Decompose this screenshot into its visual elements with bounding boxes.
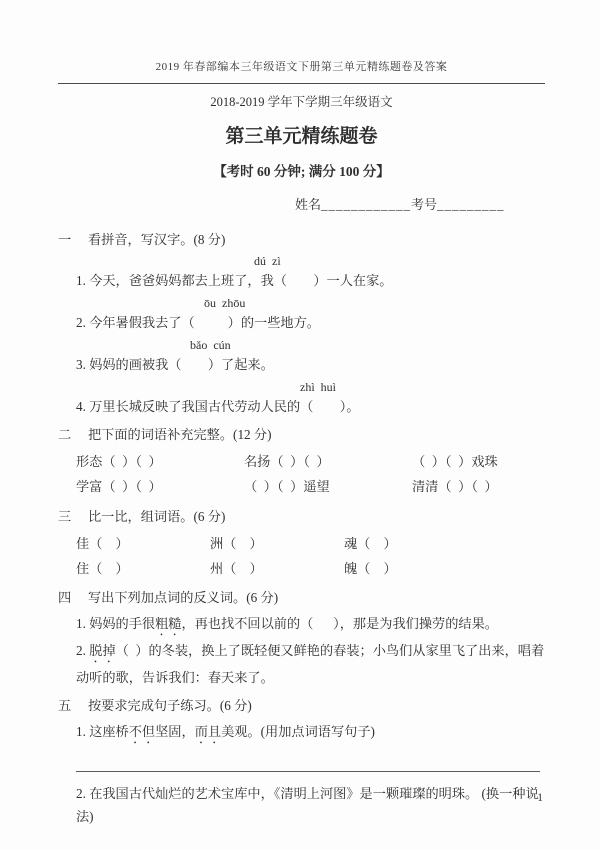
word-blank: 魂（ ）	[344, 535, 397, 551]
emphasized-word: 粗糙	[155, 615, 182, 631]
section-2	[58, 424, 545, 499]
word-blank: 住（ ）	[76, 560, 129, 576]
pinyin-hint: zhì huì	[300, 380, 336, 395]
name-id-row	[295, 194, 545, 213]
question-line: 1. 今天，爸爸妈妈都去上班了，我（ ）一人在家。	[76, 273, 393, 288]
name-blank: ____________	[321, 197, 412, 212]
section-3-title: 比一比，组词语。(6 分)	[88, 508, 226, 524]
name-label: 姓名	[295, 197, 322, 212]
word-blank: 洲（ ）	[210, 535, 263, 551]
question-line: 3. 妈妈的画被我（ ）了起来。	[76, 357, 274, 373]
section-1-heading	[58, 229, 545, 248]
section-2-title: 把下面的词语补充完整。(12 分)	[88, 427, 272, 443]
section-3-heading	[58, 506, 545, 525]
exam-duration-score: 【考时 60 分钟; 满分 100 分】	[213, 164, 390, 179]
exam-id-blank: _________	[437, 197, 505, 212]
question-line: 2. 在我国古代灿烂的艺术宝库中，《清明上河图》是一颗璀璨的明珠。 (换一种说法)	[76, 785, 539, 824]
section-1	[58, 229, 545, 418]
fill-in-row	[76, 474, 545, 499]
idiom-blank: 形态（ ）（ ）	[76, 454, 162, 470]
section-3	[58, 506, 545, 581]
section-5-heading	[58, 695, 545, 714]
question-text: 1. 这座桥	[76, 723, 129, 739]
section-1-title: 看拼音，写汉字。(8 分)	[88, 232, 226, 247]
word-compare-row	[76, 531, 545, 556]
emphasized-word: 脱掉	[89, 642, 116, 658]
word-blank: 佳（ ）	[76, 535, 129, 551]
header-divider	[58, 83, 545, 84]
question-text: 1. 妈妈的手很	[76, 615, 156, 631]
exam-id-label: 考号	[411, 197, 438, 212]
idiom-blank: 名扬（ ）（ ）	[244, 454, 330, 470]
pinyin-hint: bǎo cún	[190, 338, 231, 353]
section-3-number: 三	[58, 508, 72, 524]
paper-title: 第三单元精练题卷	[225, 126, 378, 147]
question-text: （ ）的冬装，换上了既轻便又鲜艳的春装；小鸟们从家里飞了出来，唱着动听的歌，告诉我们：春天来了。	[76, 642, 545, 685]
answer-blank-line	[76, 830, 540, 850]
section-5-title: 按要求完成句子练习。(6 分)	[88, 697, 252, 713]
section-4-number: 四	[58, 589, 72, 605]
idiom-blank: （ ）（ ）遥望	[244, 479, 330, 495]
emphasized-word: 而且	[194, 723, 222, 739]
page-content	[58, 58, 545, 850]
section-2-heading	[58, 424, 545, 443]
section-5-number: 五	[58, 697, 72, 713]
fill-in-row	[76, 449, 545, 474]
idiom-blank: 学富（ ）（ ）	[76, 479, 162, 495]
pinyin-hint: ōu zhōu	[204, 296, 246, 311]
word-blank: 州（ ）	[210, 560, 263, 576]
question-line: 2. 今年暑假我去了（ ）的一些地方。	[76, 315, 320, 331]
section-4	[58, 587, 545, 689]
question-line	[76, 720, 545, 747]
question-text: 坚固，	[155, 723, 195, 739]
question-line	[76, 612, 545, 639]
question-text: 2.	[76, 642, 90, 658]
section-1-number: 一	[58, 232, 72, 247]
word-compare-row	[76, 556, 545, 581]
question-text: 美观。(用加点词语写句子)	[221, 723, 375, 739]
word-blank: 魄（ ）	[344, 560, 397, 576]
page-number: 1	[537, 792, 543, 804]
idiom-blank: 清清（ ）（ ）	[412, 479, 498, 495]
document-header: 2019 年春部编本三年级语文下册第三单元精练题卷及答案	[155, 61, 448, 73]
course-line: 2018-2019 学年下学期三年级语文	[210, 95, 393, 109]
section-5	[58, 695, 545, 850]
idiom-blank: （ ）（ ）戏珠	[412, 454, 498, 470]
section-4-heading	[58, 587, 545, 606]
emphasized-word: 不但	[128, 723, 156, 739]
section-2-number: 二	[58, 427, 72, 443]
pinyin-hint: dú zì	[254, 254, 281, 268]
question-text: ，再也找不回以前的（ ），那是为我们操劳的结果。	[181, 615, 498, 631]
question-line	[76, 639, 545, 689]
answer-blank-line	[76, 749, 540, 772]
section-4-title: 写出下列加点词的反义词。(6 分)	[88, 589, 279, 605]
question-line: 4. 万里长城反映了我国古代劳动人民的（ ）。	[76, 399, 360, 415]
